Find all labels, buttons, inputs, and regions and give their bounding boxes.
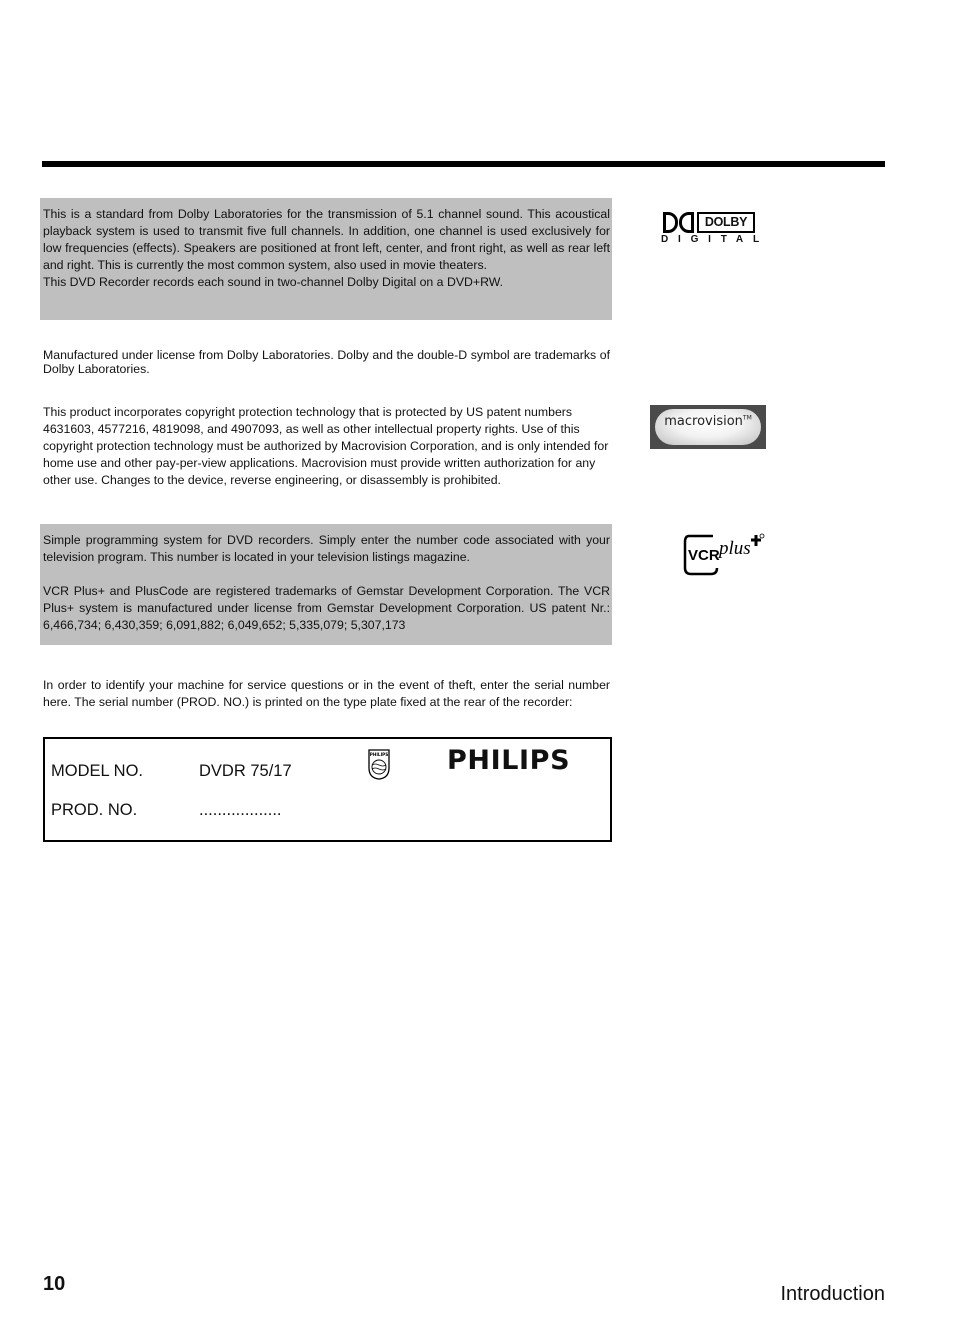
macrovision-text: This product incorporates copyright protection technology that is protected by US patent numbers 4631603, 4577216, 4819098, and 4907093, as well as other intellectual property rights. Use of this copyright protection technology must be authorized by Macrovision Corporation, and is only intended for home use and other pay-per-view applications. Macrovision must provide written authorization for any other use. Changes to the device, reverse engineering, or disassembly is prohibited. [43, 405, 609, 487]
vcr-logo-text: VCR [688, 547, 720, 564]
vcr-plus-paragraph-2: VCR Plus+ and PlusCode are registered trademarks of Gemstar Development Corporation. The VCR Plus+ system is manufactured under license from Gemstar Development Corporation. US patent Nr.: 6,466,734; 6,430,359; 6,091,882; 6,049,652; 5,335,079; 5,307,173 [43, 584, 610, 632]
dolby-trademark-text: Manufactured under license from Dolby Laboratories. Dolby and the double-D symbol are trademarks of Dolby Laboratories. [43, 348, 610, 376]
header-rule [42, 161, 885, 167]
product-number-value: .................. [199, 801, 282, 819]
serial-number-intro [43, 677, 610, 711]
double-d-icon [663, 212, 695, 233]
philips-brand-logo: PHILIPS [447, 745, 571, 776]
product-number-label: PROD. NO. [51, 801, 138, 819]
macrovision-logo-text: macrovision™ [664, 414, 752, 429]
model-number-label: MODEL NO. [51, 762, 143, 780]
philips-shield-icon [367, 748, 391, 780]
dolby-logo-digital: DIGITAL [661, 234, 769, 245]
section-title: Introduction [780, 1283, 885, 1305]
page-number: 10 [43, 1273, 66, 1295]
macrovision-logo [650, 405, 766, 449]
dolby-trademark-notice [43, 348, 610, 376]
shield-wordmark: PHILIPS [369, 752, 389, 757]
vcr-plus-paragraph-1: Simple programming system for DVD recorders. Simply enter the number code associated with your television program. This number is located in your television listings magazine. [43, 533, 610, 564]
vcr-plus-info [40, 524, 612, 645]
dolby-paragraph-2: This DVD Recorder records each sound in two-channel Dolby Digital on a DVD+RW. [43, 275, 504, 289]
serial-intro-text: In order to identify your machine for service questions or in the event of theft, enter the serial number here. The serial number (PROD. NO.) is printed on the type plate fixed at the rear of the recorder: [43, 678, 610, 709]
model-info-box [43, 737, 612, 842]
model-number-value: DVDR 75/17 [199, 762, 292, 780]
vcr-plus-logo [683, 532, 765, 578]
dolby-paragraph-1: This is a standard from Dolby Laboratories for the transmission of 5.1 channel sound. This acoustical playback system is used to transmit five full channels. In addition, one channel is used exclusively for low frequencies (effects). Speakers are positioned at front left, center, and front right, as well as rear left and right. This is currently the most common system, also used in movie theaters. [43, 207, 610, 272]
plus-logo-text: plus [719, 538, 751, 559]
dolby-digital-info [40, 198, 612, 320]
dolby-digital-logo [661, 211, 769, 247]
dolby-logo-word: DOLBY [697, 212, 755, 233]
macrovision-info [43, 404, 611, 489]
